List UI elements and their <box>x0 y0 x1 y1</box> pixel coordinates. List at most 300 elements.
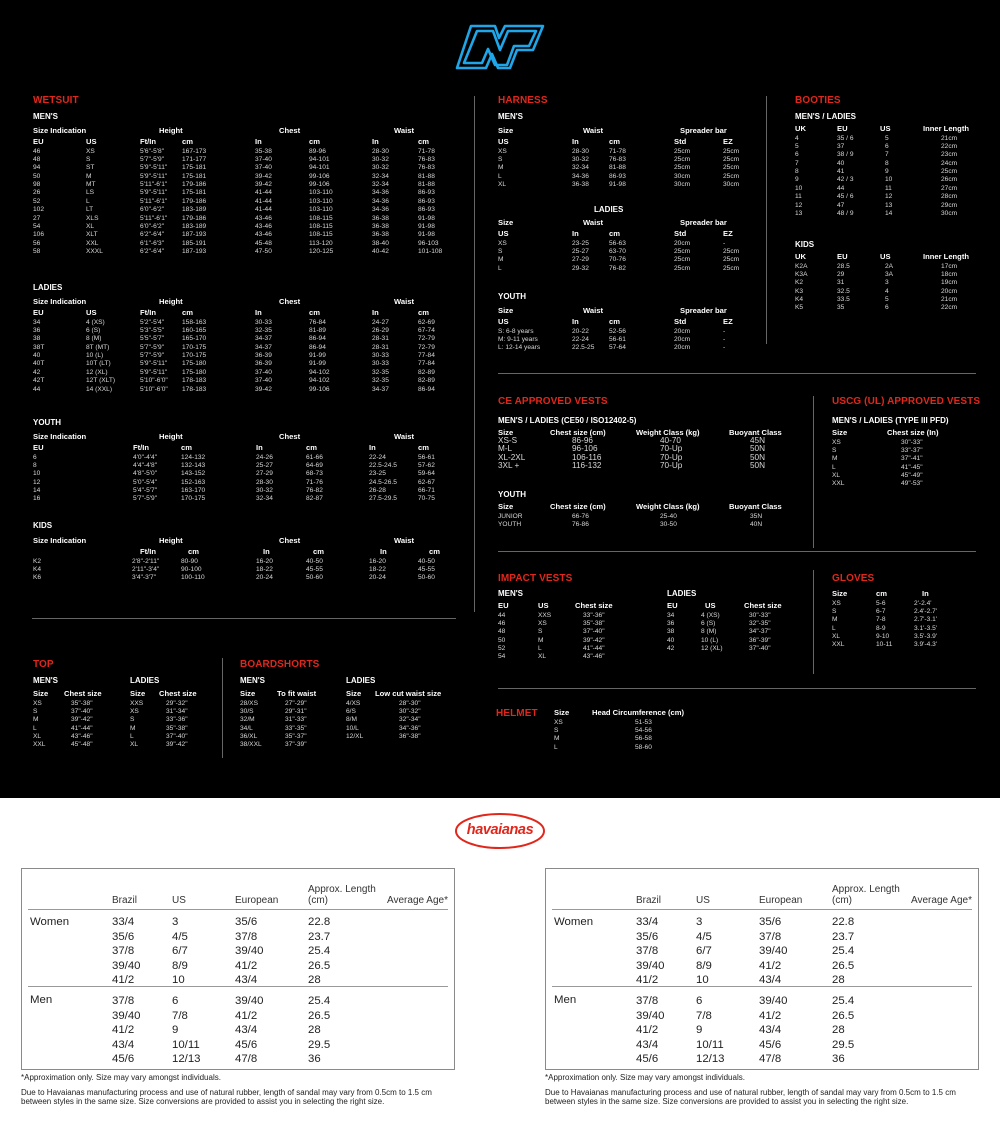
header-row <box>130 689 225 700</box>
booties-mens-table <box>795 124 980 218</box>
cell: 62-67 <box>418 478 435 486</box>
cell: 94-102 <box>309 368 330 376</box>
table-cell: 36 <box>308 1053 321 1065</box>
impact-mens-table <box>498 601 658 662</box>
cell: 56-61 <box>418 453 435 461</box>
table-cell: 23.7 <box>308 930 331 943</box>
table-cell: 28 <box>832 1024 845 1036</box>
cell: 37-40 <box>255 368 272 376</box>
cell: 5'11"-6'1" <box>140 214 168 222</box>
cell: S <box>498 247 503 255</box>
cell: 12 <box>795 201 803 209</box>
cell: S <box>832 446 837 454</box>
cell: 8 <box>795 168 799 176</box>
cell: XLS <box>86 214 99 222</box>
cell: 5'9"-5'11" <box>140 360 168 368</box>
havaianas-note-disclaimer-right: Due to Havaianas manufacturing process and use of natural rubber, length of sandal may vary from 0.5cm to 1.5 cm between styles in the same size. Size conversions are provided to assist you in selecting the right size. <box>545 1088 956 1106</box>
cell: 81-88 <box>418 181 435 189</box>
table-cell: 10 <box>696 974 709 986</box>
table-row <box>33 198 453 206</box>
table-cell: 25.4 <box>308 995 331 1007</box>
cell: LT <box>86 206 94 214</box>
table-row <box>832 641 982 649</box>
cell: L <box>86 197 90 205</box>
cell: 24-27 <box>372 318 389 326</box>
cell: In <box>572 229 579 238</box>
cell: cm <box>309 137 320 146</box>
cell: In <box>380 547 387 556</box>
cell: 25cm <box>674 147 691 155</box>
cell: 20-24 <box>369 574 386 582</box>
table-row <box>667 620 827 628</box>
cell: 37"-39" <box>285 741 307 749</box>
cell: 18-22 <box>256 565 273 573</box>
harness-youth-table <box>498 304 748 353</box>
header-row <box>33 689 128 700</box>
cell: 3 <box>885 279 889 287</box>
cell: 35 / 6 <box>837 134 854 142</box>
cell: cm <box>418 137 429 146</box>
cell: 3'4"-3'7" <box>132 574 157 582</box>
table-row <box>33 319 453 327</box>
cell: 6 <box>885 304 889 312</box>
table-row <box>554 744 754 752</box>
cell: 30-32 <box>372 164 389 172</box>
impact-vests-title: IMPACT VESTS <box>498 573 573 584</box>
cell: 32-35 <box>255 326 272 334</box>
cell: 72-79 <box>418 335 435 343</box>
cell: XL <box>832 633 841 641</box>
cell: 35-38 <box>255 147 272 155</box>
cell: M: 9-11 years <box>498 335 538 343</box>
cell: 35"-38" <box>71 699 93 707</box>
table-row <box>832 600 982 608</box>
cell: 2'-2.4' <box>914 599 932 607</box>
cell: 6'2"-6'4" <box>140 248 165 256</box>
cell: 94-102 <box>309 377 330 385</box>
cell: In <box>255 308 262 317</box>
header-row <box>33 137 453 148</box>
cell: L <box>498 264 502 272</box>
cell: 28/XS <box>240 699 258 707</box>
booties-kids-table <box>795 252 980 313</box>
cell: 90-100 <box>181 565 202 573</box>
cell: 27 <box>33 214 41 222</box>
cell: LS <box>86 189 95 197</box>
cell: 68-73 <box>306 470 323 478</box>
table-row <box>130 741 225 749</box>
boardshorts-mens-table <box>240 689 345 750</box>
cell: 34-36 <box>572 172 589 180</box>
cell: 52 <box>33 197 41 205</box>
cell: 12/XL <box>346 733 364 741</box>
table-cell: 28 <box>308 1024 321 1036</box>
table-row <box>33 716 128 724</box>
cell: 38 <box>667 628 675 636</box>
cell: 26-28 <box>369 487 386 495</box>
cell: 23-25 <box>369 470 386 478</box>
cell: 82-89 <box>418 368 435 376</box>
header-row <box>498 317 748 328</box>
cell: EU <box>837 124 848 133</box>
cell: In <box>369 443 376 452</box>
cell: 30cm <box>723 181 740 189</box>
table-row <box>498 336 748 344</box>
header-row <box>33 308 453 319</box>
top-mens-table <box>33 689 128 750</box>
cell: 20-24 <box>256 574 273 582</box>
cell: 36-38 <box>572 181 589 189</box>
cell: 10 (L) <box>86 352 104 360</box>
cell: 5'10"-6'0" <box>140 385 168 393</box>
cell: 41 <box>837 168 845 176</box>
booties-title: BOOTIES <box>795 95 841 106</box>
cell: 56 <box>33 239 41 247</box>
header-row <box>832 589 982 600</box>
cell: 4 <box>795 134 799 142</box>
cell: 8-9 <box>876 624 886 632</box>
cell: 5'9"-5'11" <box>140 164 168 172</box>
cell: 56-63 <box>609 239 626 247</box>
cell: cm <box>182 308 193 317</box>
cell: In <box>372 137 379 146</box>
cell: 100-110 <box>181 574 205 582</box>
cell: 50 <box>33 172 41 180</box>
cell: 4'4"-4'8" <box>133 461 158 469</box>
cell: 20cm <box>941 287 958 295</box>
cell: US <box>705 601 716 610</box>
table-cell: 7/8 <box>696 1009 712 1022</box>
cell: 41-44 <box>255 197 272 205</box>
cell: S <box>538 628 543 636</box>
table-cell: 22.8 <box>832 916 855 928</box>
cell: L <box>33 724 37 732</box>
cell: M <box>554 735 560 743</box>
table-row <box>33 470 453 478</box>
cell: 30-32 <box>256 487 273 495</box>
cell: M <box>498 164 504 172</box>
table-row <box>33 215 453 223</box>
cell: 39"-42" <box>71 716 93 724</box>
cell: 64-69 <box>306 461 323 469</box>
table-cell: 43/4 <box>112 1038 135 1051</box>
table-row <box>33 344 453 352</box>
cell: 30-32 <box>572 155 589 163</box>
cell: Low cut waist size <box>375 689 442 698</box>
cell: XL <box>538 653 547 661</box>
cell: 8 (M) <box>701 628 717 636</box>
cell: 54-56 <box>635 726 652 734</box>
cell: 5'9"-5'11" <box>140 172 168 180</box>
table-row <box>346 708 461 716</box>
cell: S <box>498 155 503 163</box>
cell: In <box>572 137 579 146</box>
harness-ladies-table <box>498 216 748 273</box>
cell: 76-82 <box>306 487 323 495</box>
column-header: Approx. Length (cm) <box>832 884 900 906</box>
cell: XS <box>130 707 139 715</box>
table-cell: 39/40 <box>759 945 788 957</box>
column-header: European <box>235 895 279 906</box>
cell: 96-103 <box>418 239 439 247</box>
cell: Spreader bar <box>680 218 727 227</box>
caption-row <box>498 124 748 137</box>
cell: M-L <box>498 444 513 454</box>
cell: L <box>538 645 542 653</box>
cell: 26-29 <box>372 326 389 334</box>
cell: US <box>498 229 509 238</box>
cell: XS <box>86 147 95 155</box>
table-cell: 10 <box>172 974 185 986</box>
cell: 7-8 <box>876 616 886 624</box>
cell: 33.5 <box>837 296 850 304</box>
table-cell: 6 <box>696 995 703 1007</box>
cell: 35N <box>750 512 763 520</box>
cell: 30cm <box>674 181 691 189</box>
cell: 36-39 <box>255 360 272 368</box>
cell: Size <box>498 126 514 135</box>
cell: Weight Class (kg) <box>636 502 700 511</box>
cell: 39-42 <box>255 172 272 180</box>
cell: 44 <box>837 184 845 192</box>
cell: 42 <box>667 645 675 653</box>
cell: Chest size (cm) <box>550 502 606 511</box>
cell: 40 <box>33 352 41 360</box>
cell: 103-110 <box>309 189 333 197</box>
table-cell: 25.4 <box>308 945 331 957</box>
table-row <box>498 645 658 653</box>
table-row <box>33 223 453 231</box>
cell: Size <box>498 502 514 511</box>
cell: JUNIOR <box>498 512 523 520</box>
cell: 25-27 <box>572 247 589 255</box>
cell: 86-94 <box>418 385 435 393</box>
cell: US <box>498 137 509 146</box>
uscg-vests-label: MEN'S / LADIES (TYPE III PFD) <box>832 416 949 425</box>
table-row <box>33 360 453 368</box>
wetsuit-kids-label: KIDS <box>33 521 53 530</box>
table-cell: 35/6 <box>636 930 659 943</box>
cell: 91-99 <box>309 352 326 360</box>
cell: 20cm <box>674 239 691 247</box>
cell: 6 <box>33 453 37 461</box>
cell: 81-88 <box>418 172 435 180</box>
cell: 45"-49" <box>901 472 923 480</box>
cell: 86-94 <box>309 343 326 351</box>
cell: Height <box>159 126 183 135</box>
cell: 37-40 <box>255 164 272 172</box>
cell: 34"-37" <box>749 628 771 636</box>
table-row <box>33 462 453 470</box>
cell: 63-70 <box>609 247 626 255</box>
cell: 42T <box>33 377 45 385</box>
cell: 12 <box>33 478 41 486</box>
table-row <box>130 716 225 724</box>
cell: 24-26 <box>256 453 273 461</box>
cell: In <box>922 589 929 598</box>
cell: US <box>86 308 97 317</box>
cell: cm <box>309 308 320 317</box>
cell: 170-175 <box>181 495 206 503</box>
table-cell: 37/8 <box>636 945 659 957</box>
cell: 71-76 <box>306 478 323 486</box>
cell: S <box>86 155 91 163</box>
cell: 6 <box>795 151 799 159</box>
cell: K2 <box>33 557 42 565</box>
table-cell: 43/4 <box>636 1038 659 1051</box>
cell: 38 / 9 <box>837 151 854 159</box>
cell: EU <box>33 137 44 146</box>
cell: 20cm <box>674 327 691 335</box>
table-cell: 47/8 <box>235 1053 258 1065</box>
cell: 108-115 <box>309 223 333 231</box>
cell: 58 <box>33 248 41 256</box>
cell: 41"-44" <box>583 645 605 653</box>
table-row <box>795 288 980 296</box>
cell: 2.4'-2.7' <box>914 607 938 615</box>
cell: 40 <box>837 159 845 167</box>
cell: Size <box>498 428 514 437</box>
cell: 94-101 <box>309 155 330 163</box>
cell: Chest <box>279 126 301 135</box>
table-row <box>498 181 748 189</box>
cell: Waist <box>394 126 414 135</box>
table-row <box>33 173 453 181</box>
cell: 22.5-25 <box>572 344 595 352</box>
cell: 70-Up <box>660 461 683 471</box>
table-row <box>795 176 980 184</box>
cell: Waist <box>583 306 603 315</box>
cell: Std <box>674 137 687 146</box>
cell: 10 <box>795 184 803 192</box>
table-row <box>498 173 748 181</box>
cell: Chest size <box>64 689 102 698</box>
cell: 4'0"-4'4" <box>133 453 158 461</box>
cell: cm <box>418 443 429 452</box>
cell: 6 (S) <box>701 619 716 627</box>
table-row <box>498 248 748 256</box>
wetsuit-mens-table <box>33 124 453 257</box>
cell: XS <box>498 147 507 155</box>
cell: 22-24 <box>369 453 386 461</box>
table-row <box>795 279 980 287</box>
cell: S: 6-8 years <box>498 327 534 335</box>
cell: 30/S <box>240 707 254 715</box>
cell: 2A <box>885 262 894 270</box>
cell: 165-170 <box>182 335 207 343</box>
cell: 99-106 <box>309 385 330 393</box>
cell: K5 <box>795 304 804 312</box>
table-cell: 25.4 <box>832 945 855 957</box>
cell: 4 (XS) <box>86 318 105 326</box>
impact-ladies-table <box>667 601 827 653</box>
cell: 91-99 <box>309 360 326 368</box>
cell: 37"-40" <box>749 645 771 653</box>
cell: 28-31 <box>372 335 389 343</box>
column-header: Average Age* <box>911 895 972 906</box>
cell: 89-96 <box>309 147 326 155</box>
cell: 52-56 <box>609 327 626 335</box>
cell: 40N <box>750 520 763 528</box>
cell: cm <box>609 317 620 326</box>
cell: 29-32 <box>572 264 589 272</box>
cell: Chest size <box>575 601 613 610</box>
cell: cm <box>418 308 429 317</box>
cell: 32"-35" <box>749 619 771 627</box>
cell: Chest <box>279 297 301 306</box>
cell: 86-93 <box>418 206 435 214</box>
cell: 30-33 <box>255 318 272 326</box>
cell: 20cm <box>674 335 691 343</box>
cell: 31 <box>837 279 845 287</box>
cell: 187-193 <box>182 248 207 256</box>
cell: 4'8"-5'0" <box>133 470 158 478</box>
cell: 30cm <box>674 172 691 180</box>
cell: UK <box>795 252 806 261</box>
cell: 57-62 <box>418 461 435 469</box>
table-row <box>498 344 748 352</box>
cell: UK <box>795 124 806 133</box>
cell: XS <box>832 438 841 446</box>
ce-vests-youth-table <box>498 502 798 529</box>
cell: 86-96 <box>572 435 593 445</box>
cell: Chest size <box>744 601 782 610</box>
cell: 8 <box>33 461 37 469</box>
cell: Size <box>498 306 514 315</box>
divider <box>28 909 448 910</box>
table-cell: 43/4 <box>759 974 782 986</box>
cell: 30"-32" <box>399 707 421 715</box>
cell: M <box>832 616 838 624</box>
cell: 27-29 <box>256 470 273 478</box>
cell: 5'7"-5'9" <box>133 495 158 503</box>
cell: 36"-38" <box>399 733 421 741</box>
table-cell: 41/2 <box>636 974 659 986</box>
cell: 91-98 <box>418 231 435 239</box>
cell: XL <box>86 223 95 231</box>
harness-youth-label: YOUTH <box>498 292 526 301</box>
cell: Spreader bar <box>680 126 727 135</box>
table-row <box>130 708 225 716</box>
cell: 26cm <box>941 176 958 184</box>
table-cell: 29.5 <box>832 1038 855 1051</box>
cell: 33"-36" <box>166 716 188 724</box>
cell: 42 <box>33 368 41 376</box>
cell: EU <box>33 443 44 452</box>
cell: 6'0"-6'2" <box>140 206 165 214</box>
cell: L <box>832 624 836 632</box>
cell: 22-24 <box>572 335 589 343</box>
cell: 33"-37" <box>901 446 923 454</box>
table-cell: 9 <box>696 1024 703 1036</box>
cell: 3.5'-3.9' <box>914 633 938 641</box>
cell: 54 <box>33 223 41 231</box>
cell: 187-193 <box>182 231 207 239</box>
cell: 12 <box>885 193 893 201</box>
gloves-title: GLOVES <box>832 573 875 584</box>
cell: 28-30 <box>256 478 273 486</box>
cell: US <box>880 124 891 133</box>
cell: 21cm <box>941 134 958 142</box>
cell: 43-46 <box>255 214 272 222</box>
cell: 152-163 <box>181 478 206 486</box>
table-row <box>33 189 453 197</box>
havaianas-size-table-left <box>21 868 455 1070</box>
cell: 37"-40" <box>583 628 605 636</box>
cell: US <box>538 601 549 610</box>
cell: 34-36 <box>372 197 389 205</box>
cell: 70-Up <box>660 452 683 462</box>
